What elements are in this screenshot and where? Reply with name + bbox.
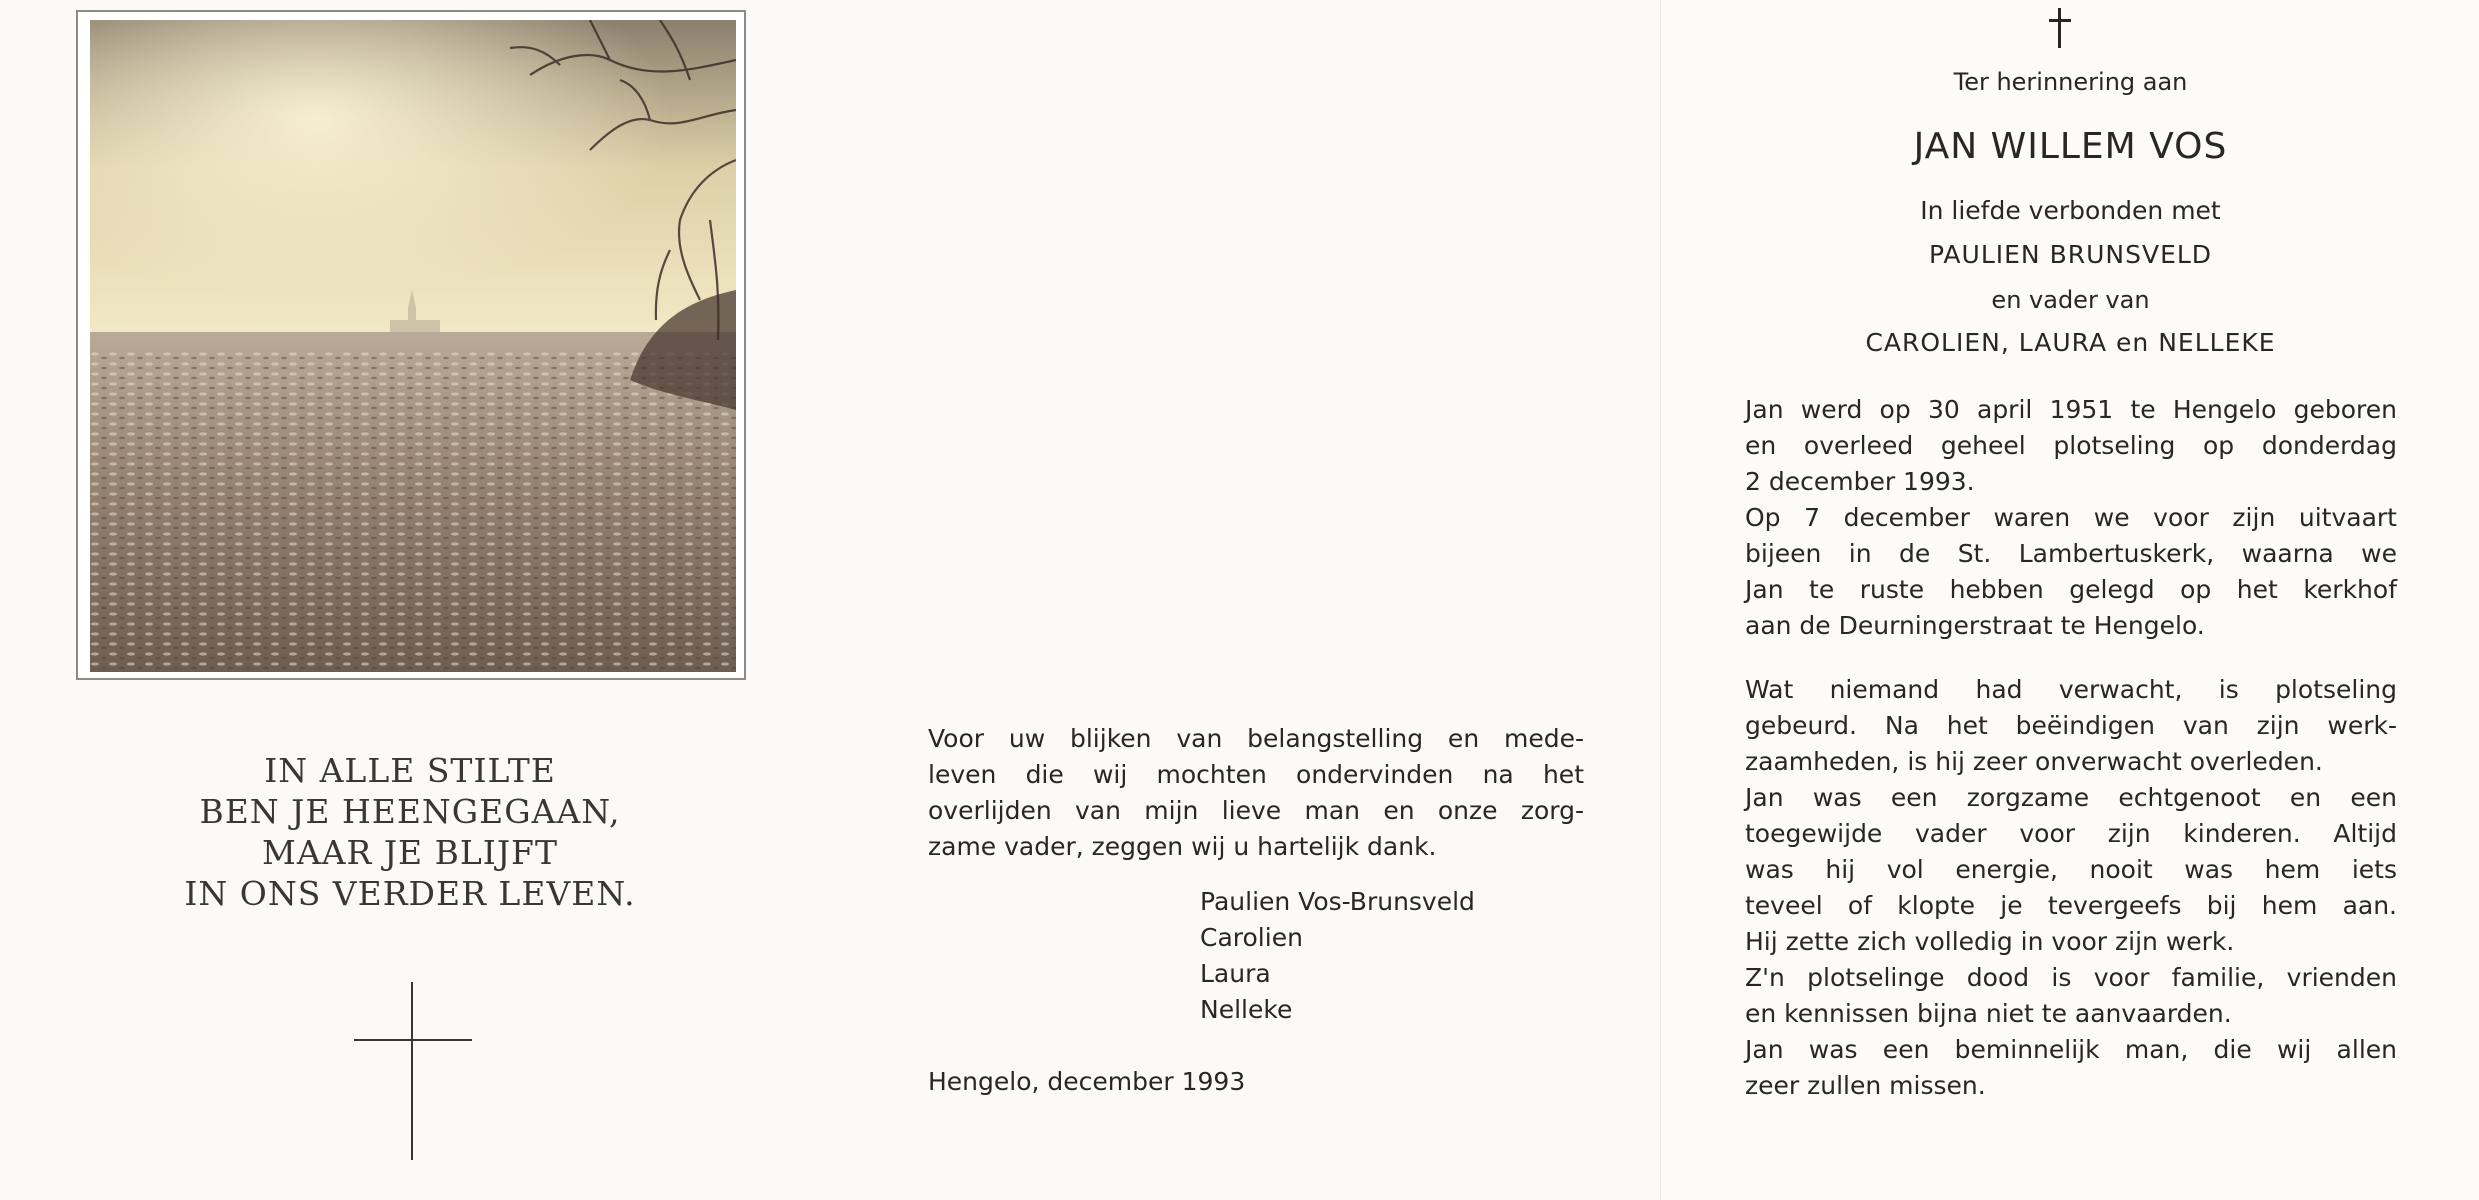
signature-name: Laura	[1200, 959, 1271, 988]
father-text: en vader van	[1991, 286, 2150, 314]
bio-line: aan de Deurningerstraat te Hengelo.	[1745, 611, 2205, 640]
bio-line: en overleed geheel plotseling op donderdag	[1745, 431, 2397, 460]
poem-line: IN ONS VERDER LEVEN.	[184, 874, 636, 913]
bio-line: teveel of klopte je tevergeefs bij hem aan.	[1745, 891, 2397, 920]
signature-name: Carolien	[1200, 923, 1303, 952]
bio-line: Hij zette zich volledig in voor zijn werk.	[1745, 927, 2235, 956]
bio-line: toegewijde vader voor zijn kinderen. Altijd	[1745, 819, 2397, 848]
bio-line: en kennissen bijna niet te aanvaarden.	[1745, 999, 2232, 1028]
thank-you-text	[928, 721, 1584, 865]
bio-line: bijeen in de St. Lambertuskerk, waarna we	[1745, 539, 2397, 568]
thanks-line: leven die wij mochten ondervinden na het	[928, 760, 1584, 789]
bio-line: Z'n plotselinge dood is voor familie, vrienden	[1745, 963, 2397, 992]
bio-line: Jan was een beminnelijk man, die wij allen	[1745, 1035, 2397, 1064]
thanks-line: zame vader, zeggen wij u hartelijk dank.	[928, 832, 1437, 861]
cross-icon	[354, 982, 472, 1160]
poem-line: BEN JE HEENGEGAAN,	[199, 792, 621, 831]
thanks-line: overlijden van mijn lieve man en onze zorg-	[928, 796, 1584, 825]
place-date: Hengelo, december 1993	[928, 1067, 1246, 1096]
children-names: CAROLIEN, LAURA en NELLEKE	[1865, 328, 2276, 357]
bio-line: Wat niemand had verwacht, is plotseling	[1745, 675, 2397, 704]
middle-page	[860, 0, 1660, 1200]
bio-line: zeer zullen missen.	[1745, 1071, 1986, 1100]
biography	[1745, 392, 2397, 1104]
bio-line: zaamheden, is hij zeer onverwacht overleden.	[1745, 747, 2323, 776]
landscape-photo-icon	[90, 20, 736, 672]
bio-line: 2 december 1993.	[1745, 467, 1975, 496]
poem	[0, 750, 820, 914]
bio-line: Jan werd op 30 april 1951 te Hengelo geboren	[1745, 395, 2397, 424]
paragraph-gap	[1745, 644, 2397, 672]
poem-line: IN ALLE STILTE	[264, 751, 556, 790]
right-page	[1660, 0, 2479, 1200]
bio-line: Jan te ruste hebben gelegd op het kerkhof	[1745, 575, 2397, 604]
bio-line: gebeurd. Na het beëindigen van zijn werk-	[1745, 711, 2397, 740]
signatures	[1200, 884, 1475, 1028]
photo-frame	[76, 10, 746, 680]
spouse-name: PAULIEN BRUNSVELD	[1928, 240, 2213, 269]
bio-line: was hij vol energie, nooit was hem iets	[1745, 855, 2397, 884]
left-page	[0, 0, 860, 1200]
deceased-name: JAN WILLEM VOS	[1913, 126, 2228, 167]
signature-name: Nelleke	[1200, 995, 1293, 1024]
thanks-line: Voor uw blijken van belangstelling en mede-	[928, 724, 1584, 753]
poem-line: MAAR JE BLIJFT	[262, 833, 558, 872]
intro-text: Ter herinnering aan	[1953, 68, 2188, 96]
bio-line: Op 7 december waren we voor zijn uitvaart	[1745, 503, 2397, 532]
bond-text: In liefde verbonden met	[1920, 196, 2221, 225]
cross-icon	[2049, 8, 2071, 48]
signature-name: Paulien Vos-Brunsveld	[1200, 887, 1475, 916]
bio-line: Jan was een zorgzame echtgenoot en een	[1745, 783, 2397, 812]
